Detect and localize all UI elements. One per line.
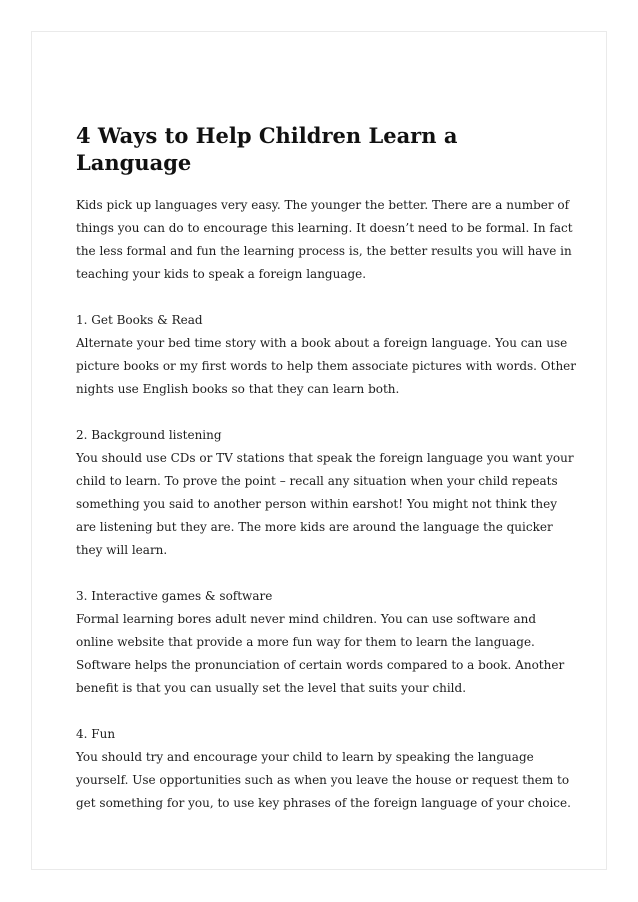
section-listening (76, 424, 576, 562)
section-fun (76, 723, 576, 815)
section-heading: 2. Background listening (76, 428, 222, 442)
section-games (76, 585, 576, 700)
article-title: 4 Ways to Help Children Learn a Language (76, 123, 458, 175)
document-page (31, 31, 607, 870)
section-body: Formal learning bores adult never mind children. You can use software and online website that provide a more fun way for them to learn the language. Software helps the pronunciation of certain words compared to a book. Another benefit is that you can usually set the level that suits your child. (76, 612, 565, 695)
article (76, 122, 576, 838)
section-body: You should try and encourage your child to learn by speaking the language yourself. Use opportunities such as when you leave the house or request them to get something for you, to use key phrases of the foreign language of your choice. (76, 750, 571, 810)
section-body: Alternate your bed time story with a book about a foreign language. You can use picture books or my first words to help them associate pictures with words. Other nights use English books so that they can learn both. (76, 336, 577, 396)
section-books (76, 309, 576, 401)
section-body: You should use CDs or TV stations that speak the foreign language you want your child to learn. To prove the point – recall any situation when your child repeats something you said to another person within earshot! You might not think they are listening but they are. The more kids are around the language the quicker they will learn. (76, 451, 574, 557)
section-heading: 4. Fun (76, 727, 116, 741)
section-heading: 1. Get Books & Read (76, 313, 203, 327)
intro-paragraph: Kids pick up languages very easy. The younger the better. There are a number of things you can do to encourage this learning. It doesn’t need to be formal. In fact the less formal and fun the learning process is, the better results you will have in teaching your kids to speak a foreign language. (76, 198, 573, 281)
intro-block (76, 194, 576, 286)
section-heading: 3. Interactive games & software (76, 589, 273, 603)
